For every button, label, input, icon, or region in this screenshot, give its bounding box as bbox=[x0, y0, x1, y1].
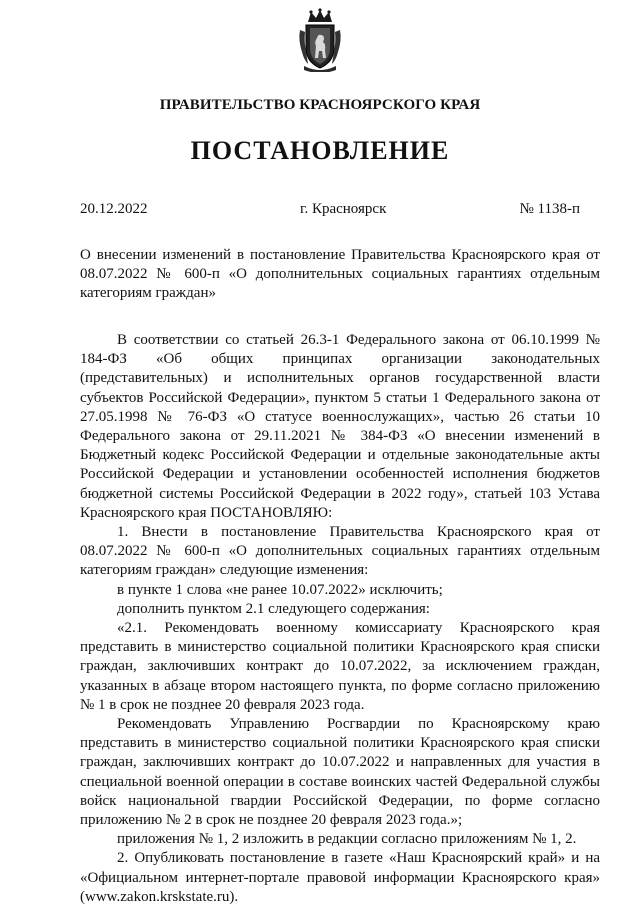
coat-of-arms-icon bbox=[296, 8, 344, 72]
body-paragraph: В соответствии со статьей 26.3-1 Федерального закона от 06.10.1999 № 184-ФЗ «Об общих принципах организации законодательных (представительных) и исполнительных органов государственной власти субъектов Российской Федерации», пунктом 5 статьи 1 Федерального закона от 27.05.1998 № 76-ФЗ «О статусе военнослужащих», частью 26 статьи 10 Федерального закона от 29.11.2021 № 384-ФЗ «О внесении изменений в Бюджетный кодекс Российской Федерации и отдельные законодательные акты Российской Федерации и установлении особенностей исполнения бюджетов бюджетной системы Российской Федерации в 2022 году», статьей 103 Устава Красноярского края ПОСТАНОВЛЯЮ: bbox=[80, 332, 600, 521]
document-city: г. Красноярск bbox=[300, 201, 387, 217]
document-subject: О внесении изменений в постановление Правительства Красноярского края от 08.07.2022 № 600-п «О дополнительных социальных гарантиях отдельным категориям граждан» bbox=[80, 247, 600, 301]
government-name: ПРАВИТЕЛЬСТВО КРАСНОЯРСКОГО КРАЯ bbox=[159, 97, 481, 113]
body-paragraph: 2. Опубликовать постановление в газете «Наш Красноярский край» и на «Официальном интернет-портале правовой информации Красноярского края» (www.zakon.krskstate.ru). bbox=[80, 850, 600, 905]
document-number: № 1138-п bbox=[519, 201, 580, 217]
body-paragraph: Рекомендовать Управлению Росгвардии по Красноярскому краю представить в министерство социальной политики Красноярского края списки граждан, заключивших контракт до 10.07.2022 и направленных для участия в специальной военной операции в составе воинских частей Федеральной службы войск национальной гвардии Российской Федерации, по форме согласно приложению № 2 в срок не позднее 20 февраля 2023 года.»; bbox=[80, 716, 600, 829]
document-body bbox=[80, 331, 600, 907]
body-paragraph: дополнить пунктом 2.1 следующего содержания: bbox=[117, 600, 430, 617]
document-date: 20.12.2022 bbox=[80, 201, 148, 217]
body-paragraph: 1. Внести в постановление Правительства Красноярского края от 08.07.2022 № 600-п «О дополнительных социальных гарантиях отдельным категориям граждан» следующие изменения: bbox=[80, 524, 600, 579]
document-type-title: ПОСТАНОВЛЕНИЕ bbox=[190, 136, 450, 165]
body-paragraph: приложения № 1, 2 изложить в редакции согласно приложениям № 1, 2. bbox=[117, 831, 577, 848]
body-paragraph: в пункте 1 слова «не ранее 10.07.2022» исключить; bbox=[117, 581, 443, 598]
body-paragraph: «2.1. Рекомендовать военному комиссариату Красноярского края представить в министерство социальной политики Красноярского края списки граждан, заключивших контракт до 10.07.2022, за исключением граждан, указанных в абзаце втором настоящего пункта, по форме согласно приложению № 1 в срок не позднее 20 февраля 2023 года. bbox=[80, 620, 600, 713]
